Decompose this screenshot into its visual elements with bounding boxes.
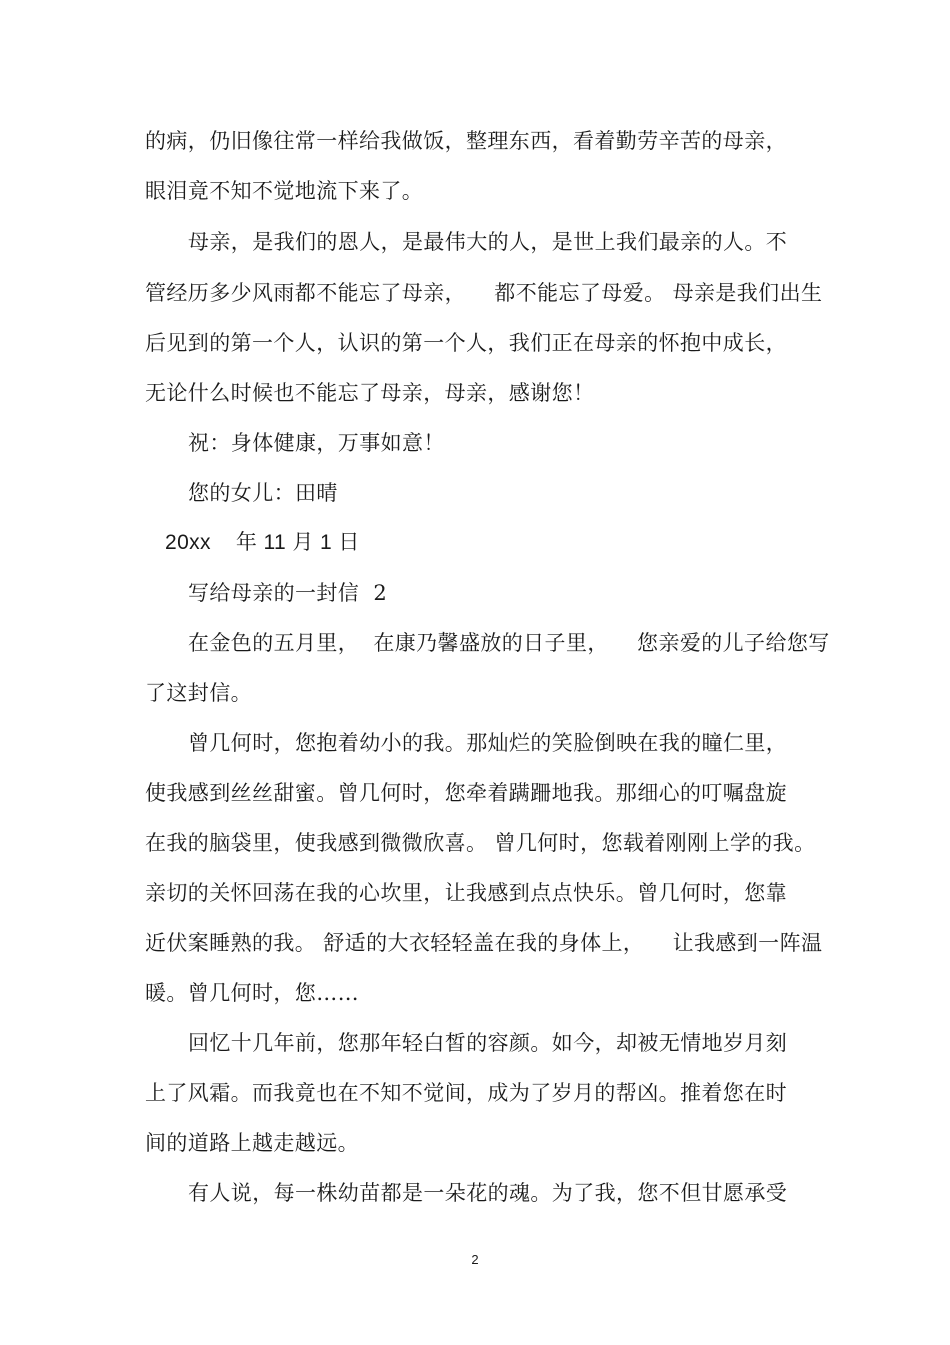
text-line: 了这封信。 bbox=[145, 681, 252, 705]
text-line: 在我的脑袋里，使我感到微微欣喜。 曾几何时，您载着刚刚上学的我。 bbox=[145, 831, 816, 855]
text-line: 回忆十几年前，您那年轻白皙的容颜。如今，却被无情地岁月刻 bbox=[188, 1031, 788, 1055]
text-line: 亲切的关怀回荡在我的心坎里，让我感到点点快乐。曾几何时，您靠 bbox=[145, 881, 787, 905]
date-line: 20xx 年 11 月 1 日 bbox=[165, 531, 360, 554]
text-line: 上了风霜。而我竟也在不知不觉间，成为了岁月的帮凶。推着您在时 bbox=[145, 1081, 787, 1105]
text-line: 后见到的第一个人，认识的第一个人，我们正在母亲的怀抱中成长， bbox=[145, 331, 787, 355]
text-line: 无论什么时候也不能忘了母亲，母亲，感谢您！ bbox=[145, 381, 595, 405]
text-line: 祝：身体健康，万事如意！ bbox=[188, 431, 445, 455]
text-line: 间的道路上越走越远。 bbox=[145, 1131, 359, 1155]
text-line: 眼泪竟不知不觉地流下来了。 bbox=[145, 179, 424, 203]
text-line: 使我感到丝丝甜蜜。曾几何时，您牵着蹒跚地我。那细心的叮嘱盘旋 bbox=[145, 781, 787, 805]
page-number: 2 bbox=[471, 1252, 479, 1267]
text-line: 您的女儿：田晴 bbox=[188, 481, 338, 505]
text-line: 母亲，是我们的恩人，是最伟大的人，是世上我们最亲的人。不 bbox=[188, 230, 788, 254]
text-line: 曾几何时，您抱着幼小的我。那灿烂的笑脸倒映在我的瞳仁里， bbox=[188, 731, 788, 755]
text-line: 有人说，每一株幼苗都是一朵花的魂。为了我，您不但甘愿承受 bbox=[188, 1181, 788, 1205]
section-title: 写给母亲的一封信 2 bbox=[188, 581, 388, 605]
text-line: 近伏案睡熟的我。 舒适的大衣轻轻盖在我的身体上， 让我感到一阵温 bbox=[145, 931, 823, 955]
text-line: 管经历多少风雨都不能忘了母亲， 都不能忘了母爱。 母亲是我们出生 bbox=[145, 281, 823, 305]
text-line: 在金色的五月里， 在康乃馨盛放的日子里， 您亲爱的儿子给您写 bbox=[188, 631, 830, 655]
text-line: 的病，仍旧像往常一样给我做饭，整理东西，看着勤劳辛苦的母亲， bbox=[145, 129, 787, 153]
text-line: 暖。曾几何时，您…… bbox=[145, 981, 359, 1005]
